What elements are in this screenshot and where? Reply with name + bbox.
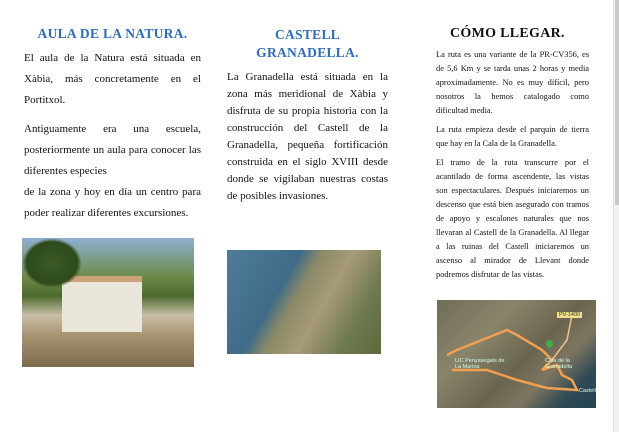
heading-castell (227, 26, 388, 62)
paragraph: La ruta es una variante de la PR-CV356, es de 5,6 Km y se tarda unas 2 horas y media aproximadamente. No es muy difícil, pero nosotros la hemos catalogado como dificultad media. (436, 50, 589, 115)
heading-line: CASTELL (274, 27, 341, 42)
photo-castell (227, 250, 381, 354)
map-label: LIC Penyasegats de La Marina (455, 358, 505, 370)
map-label: PV-1400 (559, 312, 581, 318)
map-label: Castell (579, 388, 596, 394)
column-aula-natura (24, 26, 201, 224)
heading-como-llegar: CÓMO LLEGAR. (450, 26, 565, 41)
column-castell (227, 26, 388, 205)
paragraph: El tramo de la ruta transcurre por el acantilado de forma ascendente, las vistas son espectaculares. Después iniciaremos un descenso que está bien asegurado con tramos de apoyo y escalones naturales que nos llevaran al Castell de la Granadella. Al llegar a las ruinas del Castell iniciaremos un ascenso al mirador de Llevant donde podremos disfrutar de las vistas. (436, 158, 589, 279)
scrollbar-thumb[interactable] (615, 0, 619, 205)
photo-aula-natura (22, 238, 194, 367)
paragraph: Antiguamente era una escuela, posteriormente un aula para conocer las diferentes especies (24, 123, 201, 177)
heading-aula-natura: AULA DE LA NATURA. (37, 26, 188, 41)
paragraph: La ruta empieza desde el parquin de tierra que hay en la Cala de la Granadella. (436, 125, 589, 148)
tree (22, 238, 82, 288)
map-label: Cala de la Granadella (545, 358, 572, 370)
route-map (437, 300, 596, 408)
paragraph: de la zona y hoy en día un centro para poder realizar diferentes excursiones. (24, 186, 201, 219)
heading-line: GRANADELLA. (256, 45, 359, 60)
scrollbar[interactable] (613, 0, 619, 432)
paragraph: El aula de la Natura está situada en Xàbia, más concretamente en el Portitxol. (24, 52, 201, 106)
column-como-llegar (436, 26, 589, 282)
paragraph: La Granadella está situada en la zona más meridional de Xàbia y disfruta de su propia historia con la construcción del Castell de la Granadella, pequeña fortificación construida en el siglo XVIII desde donde se vigilaban nuestras costas de posibles invasiones. (227, 71, 388, 202)
